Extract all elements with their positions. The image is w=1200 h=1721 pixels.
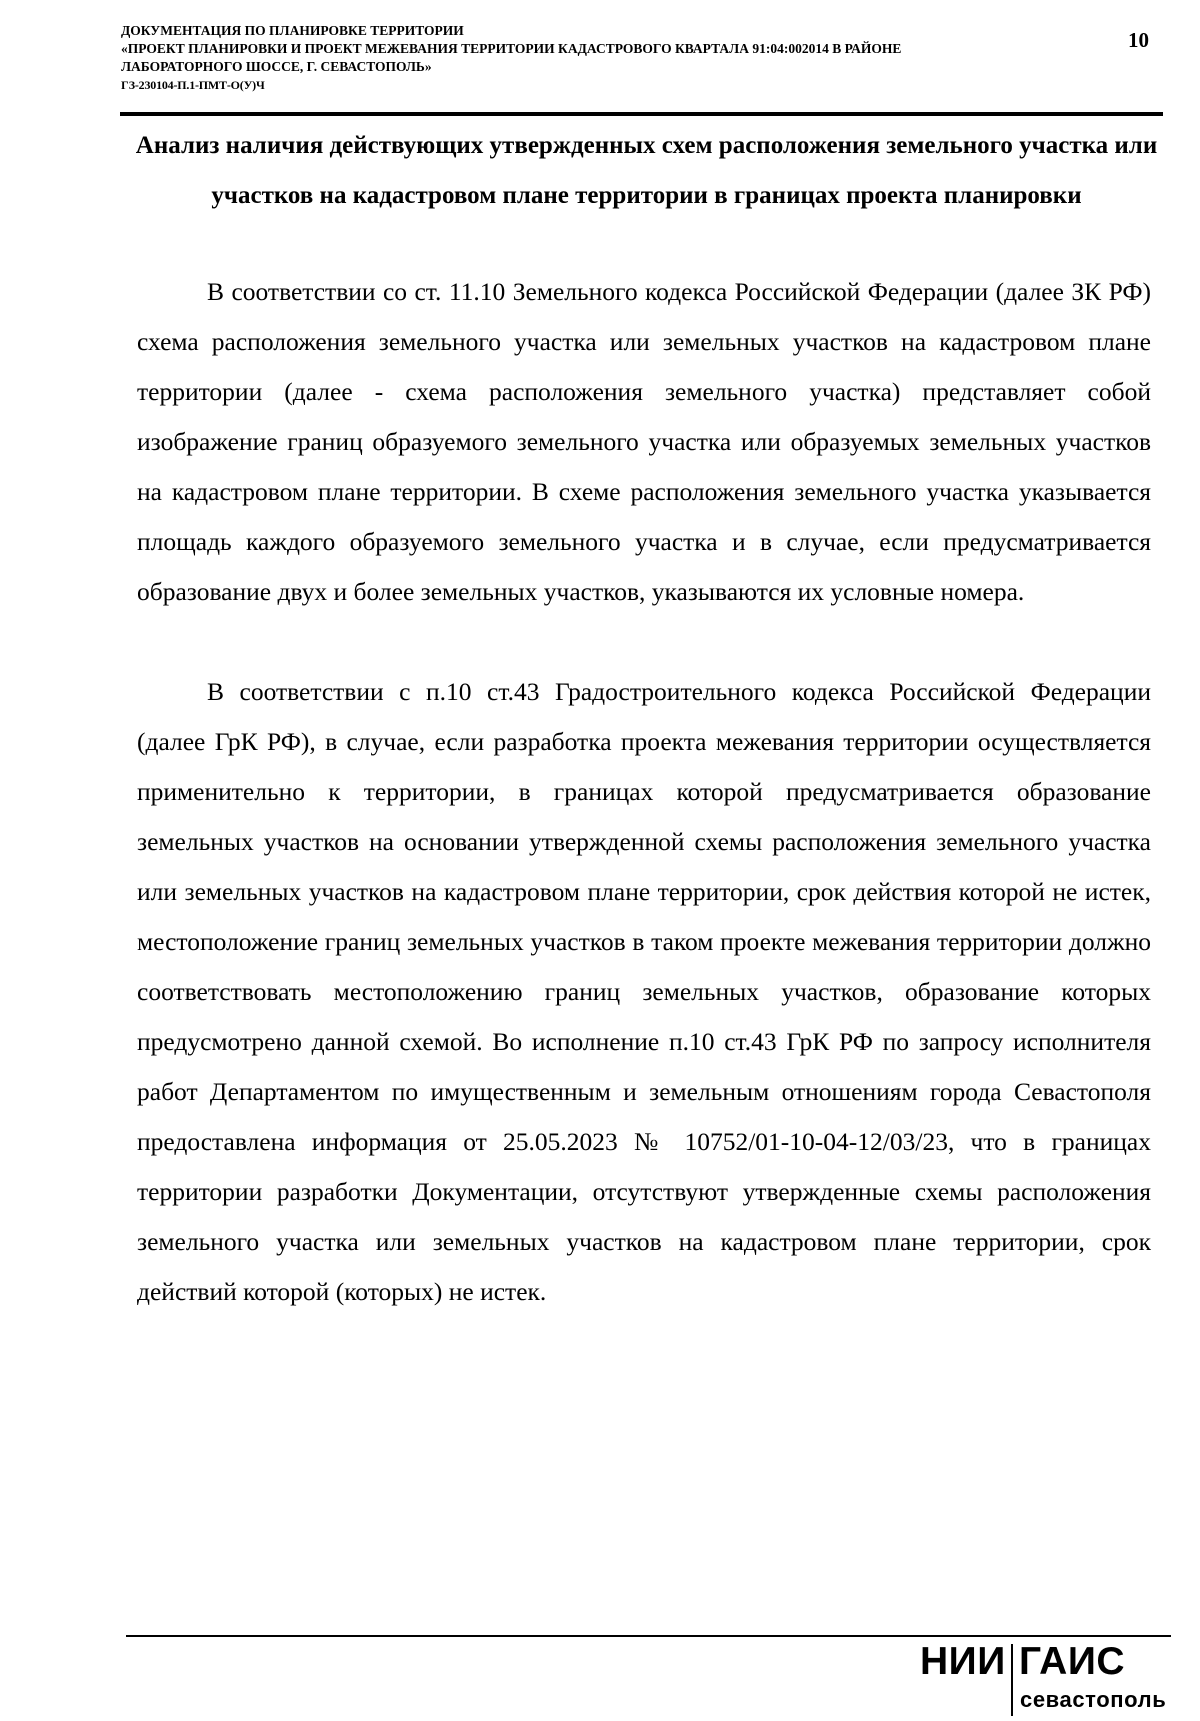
nii-gais-logo [920,1640,1180,1720]
header-divider [120,112,1163,116]
document-code: ГЗ-230104-П.1-ПМТ-О(У)Ч [121,78,265,92]
page-number: 10 [1128,28,1149,52]
header-line-1: ДОКУМЕНТАЦИЯ ПО ПЛАНИРОВКЕ ТЕРРИТОРИИ [121,23,464,38]
header-line-2: «ПРОЕКТ ПЛАНИРОВКИ И ПРОЕКТ МЕЖЕВАНИЯ ТЕРРИТОРИИ КАДАСТРОВОГО КВАРТАЛА 91:04:002014 В РАЙОНЕ [121,41,902,56]
logo-text-nii: НИИ [920,1640,1006,1683]
footer-divider [126,1635,1171,1637]
paragraph-1: В соответствии со ст. 11.10 Земельного кодекса Российской Федерации (далее ЗК РФ) схема расположения земельного участка или земельных участков на кадастровом плане территории (далее - схема расположения земельного участка) представляет собой изображение границ образуемого земельного участка или образуемых земельных участков на кадастровом плане территории. В схеме расположения земельного участка указывается площадь каждого образуемого земельного участка и в случае, если предусматривается образование двух и более земельных участков, указываются их условные номера. [137,277,1151,606]
section-title: Анализ наличия действующих утвержденных схем расположения земельного участка или участков на кадастровом плане территории в границах проекта планировки [135,132,1158,209]
logo-text-gais: ГАИС [1019,1640,1126,1683]
paragraph-2: В соответствии с п.10 ст.43 Градостроительного кодекса Российской Федерации (далее ГрК РФ), в случае, если разработка проекта межевания территории осуществляется применительно к территории, в границах которой предусматривается образование земельных участков на основании утвержденной схемы расположения земельного участка или земельных участков на кадастровом плане территории, срок действия которой не истек, местоположение границ земельных участков в таком проекте межевания территории должно соответствовать местоположению границ земельных участков, образование которых предусмотрено данной схемой. Во исполнение п.10 ст.43 ГрК РФ по запросу исполнителя работ Департаментом по имущественным и земельным отношениям города Севастополя предоставлена информация от 25.05.2023 № 10752/01-10-04-12/03/23, что в границах территории разработки Документации, отсутствуют утвержденные схемы расположения земельного участка или земельных участков на кадастровом плане территории, срок действий которой (которых) не истек. [137,677,1151,1306]
logo-separator [1011,1644,1013,1716]
document-header [121,22,1081,94]
logo-text-city: севастополь [1020,1687,1167,1712]
header-line-3: ЛАБОРАТОРНОГО ШОССЕ, Г. СЕВАСТОПОЛЬ» [121,59,432,74]
